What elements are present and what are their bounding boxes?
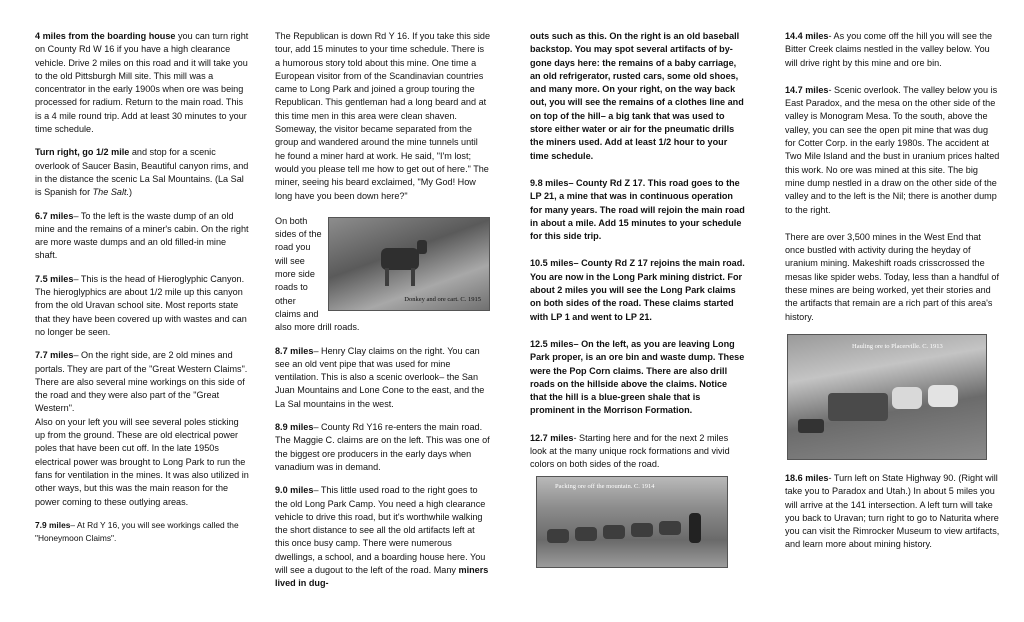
paragraph-8-7-miles (275, 345, 490, 411)
mile-heading: 12.7 miles (530, 432, 574, 443)
mile-heading: 6.7 miles (35, 210, 74, 221)
column-4 (785, 30, 1000, 562)
car-shape (798, 419, 824, 433)
bold-text: miners lived in dug- (275, 564, 489, 589)
column-1 (35, 30, 250, 555)
wagon-shape (828, 393, 888, 421)
paragraph-text: – County Rd Y16 re-enters the main road. The Maggie C. claims are on the left. This was one of the biggest ore producers in the early days when vanadium was in demand. (275, 422, 490, 472)
paragraph-8-9-miles (275, 421, 490, 474)
donkey-ore-cart-photo (328, 217, 490, 311)
paragraph-14-7-miles (785, 84, 1000, 217)
mile-heading: 4 miles from the boarding house (35, 31, 176, 41)
mile-heading: 8.9 miles (275, 422, 314, 433)
paragraph-7-9-miles (35, 519, 250, 546)
mule-shape (659, 521, 681, 535)
hauling-ore-photo (787, 334, 987, 460)
donkey-head (417, 240, 427, 254)
mule-shape (603, 525, 625, 539)
paragraph-12-5-miles (530, 338, 745, 418)
photo-caption: Packing ore off the mountain. C. 1914 (555, 482, 655, 490)
packing-ore-photo (536, 476, 728, 568)
paragraph-18-6-miles (785, 472, 1000, 552)
paragraph-9-8-miles (530, 177, 745, 243)
paragraph-7-7-miles (35, 349, 250, 415)
column-2 (275, 30, 490, 601)
paragraph-dugouts: outs such as this. On the right is an old baseball backstop. You may spot several artifacts of by-gone days here: the remains of a baby carriage, an old refrigerator, rusted cars, some old shoes, and many more. On your right, on the way back out, you will see the remains of a clothes line and on top of the hill– a big tank that was used to store either water or air for the pneumatic drills the miners used. Add at least 1/2 hour to your time schedule. (530, 31, 744, 161)
column-3 (530, 30, 745, 568)
paragraph-text: – This little used road to the right goes to the old Long Park Camp. You need a high clearance vehicle to drive this road, but it's worthwhile walking the short distance to see all the old artifacts left at this once busy camp. There were numerous dwellings, a school, and a boarding house here. You will see a dugout to the left of the road. Many (275, 485, 486, 575)
paragraph-3500-mines: There are over 3,500 mines in the West End that once bustled with activity during the heyday of uranium mining. Makeshift roads crisscrossed the mesas like spider webs. Today, less than a handful of these mines are being worked, yet their stories and the artifacts that remain are a rich part of this area's history. (785, 231, 999, 322)
paragraph-text: you can turn right on County Rd W 16 if you have a high clearance vehicle. Drive 2 miles on this road and it will take you to the old Pittsburgh Mill site. This mill was a concentrator in the early 1900s when ore was being processed for radium. Return to the main road. This is a 4 mile round trip. Add at least 30 minutes to your time schedule. (35, 31, 249, 135)
paragraph-text: – On the left, as you are leaving Long Park proper, is an ore bin and waste dump. These were the Pop Corn claims. There are also drill roads on the hillside above the claims. Notice that the hill is a blue-green shale that is prominent in the Morrison Formation. (530, 338, 745, 416)
donkey-shape (381, 248, 419, 270)
mule-shape (575, 527, 597, 541)
photo-caption: Donkey and ore cart. C. 1915 (404, 295, 481, 303)
paragraph-power-poles: Also on your left you will see several poles sticking up from the ground. These are old electrical power poles that have been cut off. In the late 1950s electrical power was brought to Long Park to run the fans for ventilation in the mines. It was also utilized in other ways, but this was the main reason for the power coming to these outlying areas. (35, 416, 249, 507)
donkey-leg (385, 268, 389, 286)
paragraph-text: – On the right side, are 2 old mines and portals. They are part of the "Great Western Claims". There are also several mine workings on this side of the road and they were also part of the "Great Western". (35, 350, 248, 414)
paragraph-text: and stop for a scenic overlook of Saucer Basin, Beautiful canyon rims, and in the distance the scenic La Sal Mountains. (La Sal is Spanish for (35, 147, 249, 198)
paragraph-4-miles (35, 30, 250, 136)
paragraph-side-roads: On both sides of the road you will see more side roads to other claims and also more drill roads. (275, 215, 360, 333)
man-shape (689, 513, 701, 543)
mile-heading: 10.5 miles (530, 258, 574, 269)
mile-heading: 9.0 miles (275, 485, 314, 496)
mile-heading: Turn right, go 1/2 mile (35, 147, 130, 158)
paragraph-12-7-miles (530, 432, 745, 472)
paragraph-text: - Scenic overlook. The valley below you is East Paradox, and the mesa on the other side of the valley is Monogram Mesa. To the south, above the valley, you can see the open pit mine that was dug for Cotter Corp. in the early 1980s. The accident at Two Mile Island and the bust in uranium prices halted this work. No ore was mined at this site. The big mine dump nestled in a draw on the other side of the valley and to the left is the Nil; there is another dump to the right. (785, 84, 1000, 215)
mile-heading: 14.7 miles (785, 84, 829, 95)
mile-heading: 9.8 miles (530, 177, 569, 188)
paragraph-6-7-miles (35, 210, 250, 263)
paragraph-text: – This is the head of Hieroglyphic Canyon. The hieroglyphics are about 1/2 mile up this canyon from the old Uravan school site. Most reports state that they have been covered up with wastes and can no longer be seen. (35, 273, 247, 337)
paragraph-text: – County Rd Z 17 rejoins the main road. You are now in the Long Park mining district. For about 2 miles you will see the Long Park claims on both sides of the road. These claims started with LP 1 and went to LP 21. (530, 258, 745, 322)
mule-shape (631, 523, 653, 537)
mule-shape (547, 529, 569, 543)
photo-caption: Hauling ore to Placerville. C. 1913 (852, 342, 943, 350)
mile-heading: 14.4 miles (785, 31, 829, 41)
paragraph-text: – At Rd Y 16, you will see workings called the "Honeymoon Claims". (35, 519, 239, 544)
horse-shape (892, 387, 922, 409)
horse-shape (928, 385, 958, 407)
mile-heading: 7.5 miles (35, 273, 74, 284)
paragraph-10-5-miles (530, 257, 745, 323)
mile-heading: 7.7 miles (35, 350, 74, 361)
mile-heading: 7.9 miles (35, 519, 71, 530)
paragraph-text: – County Rd Z 17. This road goes to the LP 21, a mine that was in continuous operation for many years. The road will rejoin the main road in about a mile. Add 15 minutes to your schedule for this side trip. (530, 177, 745, 242)
paragraph-9-0-miles (275, 484, 490, 590)
mile-heading: 8.7 miles (275, 345, 314, 356)
paragraph-text: - Starting here and for the next 2 miles look at the many unique rock formations and vivid colors on both sides of the road. (530, 432, 730, 470)
paragraph-text: – To the left is the waste dump of an old mine and the remains of a miner's cabin. On the right are more waste dumps and an old filled-in mine shaft. (35, 210, 249, 261)
mile-heading: 12.5 miles (530, 338, 574, 349)
italic-text: The Salt. (92, 187, 130, 198)
paragraph-turn-right (35, 146, 250, 199)
paragraph-text: - Turn left on State Highway 90. (Right will take you to Paradox and Utah.) In about 5 miles you will arrive at the 141 intersection. A left turn will take you back to Uravan; turn right to go to Naturita where you can visit the Rimrocker Museum to view artifacts, and learn more about mining history. (785, 472, 1000, 550)
paragraph-text: - As you come off the hill you will see the Bitter Creek claims nestled in the valley below. You will drive right by this mine and ore bin. (785, 31, 993, 68)
paragraph-text: – Henry Clay claims on the right. You can see an old vent pipe that was used for mine ventilation. This is also a scenic overlook– the San Juan Mountains and Lone Cone to the east, and the La Sal mountains in the west. (275, 345, 485, 409)
paragraph-republican: The Republican is down Rd Y 16. If you take this side tour, add 15 minutes to your time schedule. There is a humorous story told about this mine. One time a European visitor from of the Scandinavian countries came to Long Park and joined a group touring the Republican. This gentleman had a long beard and at this time men in this area were clean shaven. Someway, the visitor became separated from the group and wandered around the mine tunnels until he found a miner hard at work. He said, "I'm lost; would you please tell me how to get out of here." The miner, seeing his beard exclaimed, "My God! How long have you been down here?" (275, 31, 491, 201)
donkey-leg (411, 268, 415, 286)
paragraph-text: ) (129, 187, 133, 198)
paragraph-14-4-miles (785, 30, 1000, 70)
paragraph-7-5-miles (35, 273, 250, 339)
mile-heading: 18.6 miles (785, 472, 829, 483)
